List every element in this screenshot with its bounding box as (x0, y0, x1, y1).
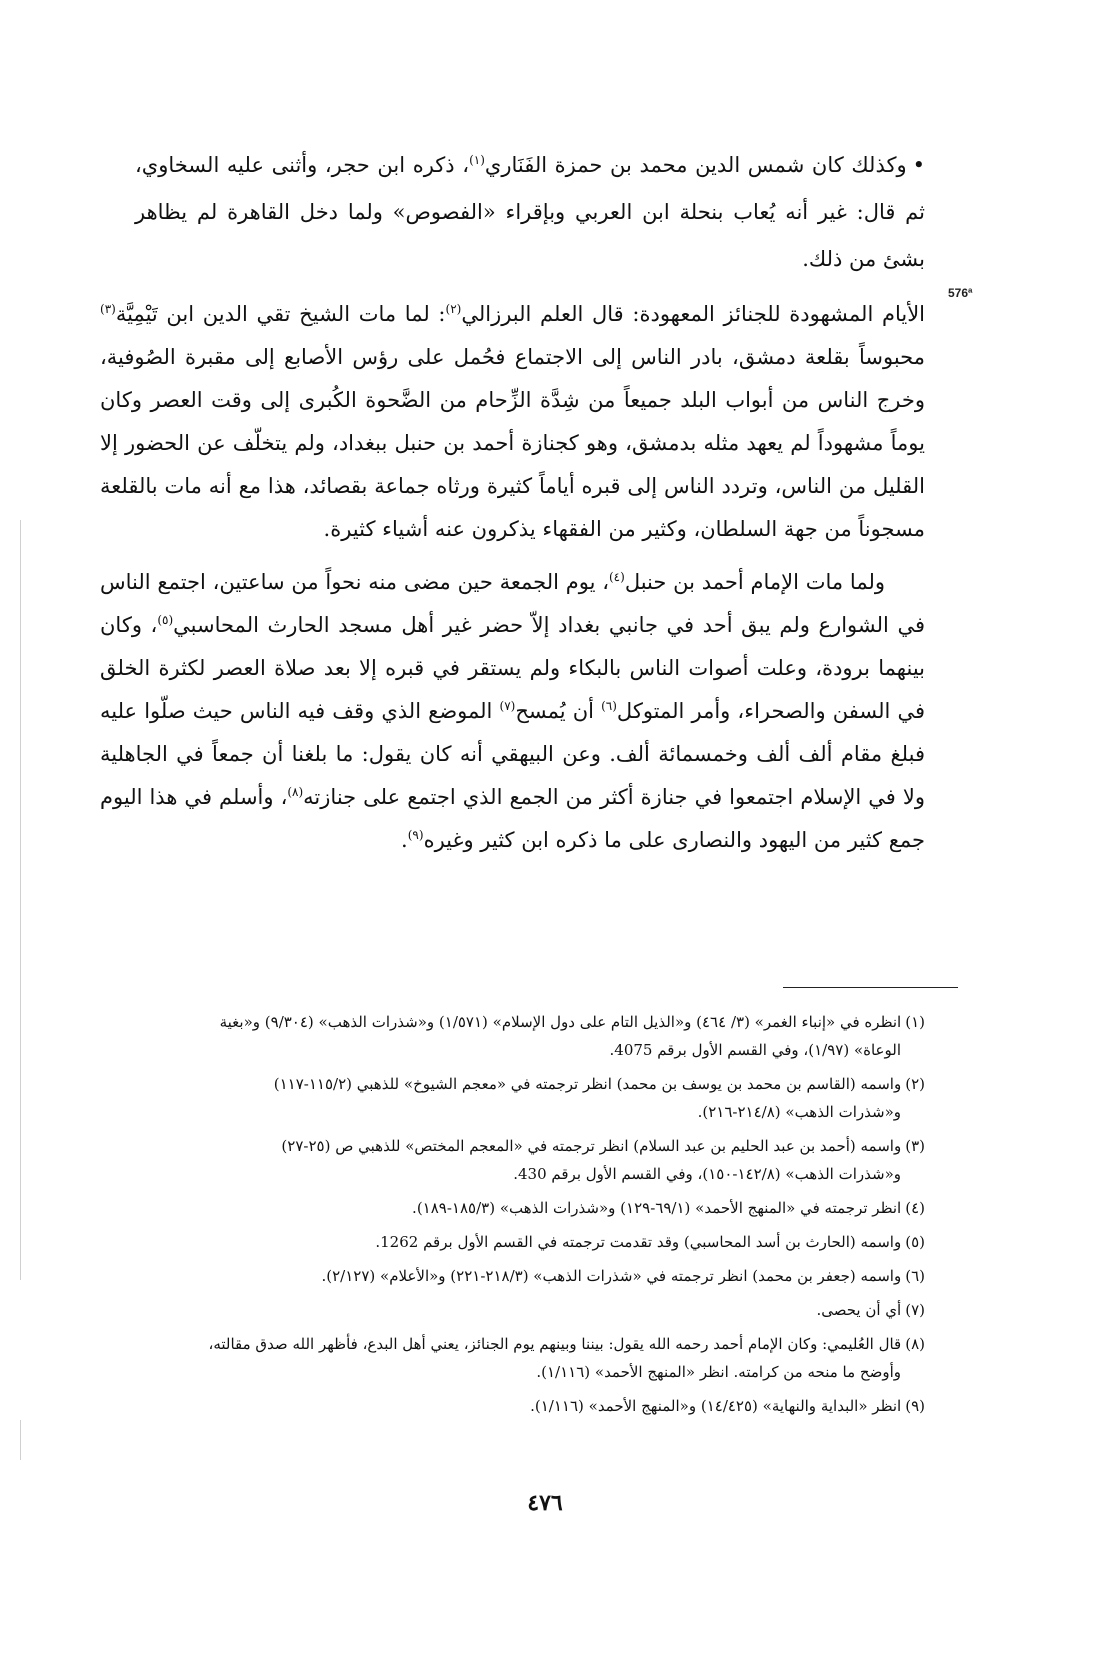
footnote (100, 1194, 925, 1222)
footnote-ref[interactable]: (٨) (287, 785, 304, 799)
footnote (100, 1008, 925, 1064)
footnote-number: (٤) (905, 1199, 925, 1217)
paragraph-text: ، يوم الجمعة حين مضى منه نحواً من ساعتين، اجتمع الناس في الشوارع ولم يبق أحد في جانبي بغداد إلاّ حضر غير أهل مسجد الحارث المحاسبي (100, 570, 925, 637)
paragraph-text: ، وكان بينهما برودة، وعلت أصوات الناس بالبكاء ولم يستقر في قبره إلا بعد صلاة العصر لكثرة الخلق في السفن والصحراء، وأمر المتوكل (100, 613, 925, 723)
margin-reference-number: 576ª (948, 286, 973, 300)
footnote (100, 1262, 925, 1290)
footnote-number: (٧) (905, 1301, 925, 1319)
footnote-ref[interactable]: (٧) (499, 699, 516, 713)
bullet-text-b: ، ذكره ابن حجر، وأثنى عليه السخاوي، ثم قال: غير أنه يُعاب بنحلة ابن العربي وبإقراء «الفصوص» ولما دخل القاهرة لم يظاهر بشئ من ذلك. (135, 153, 925, 271)
footnote-ref[interactable]: (٦) (601, 699, 617, 713)
footnote-text: واسمه (جعفر بن محمد) انظر ترجمته في «شذرات الذهب» (٢١٨/٣-٢٢١) و«الأعلام» (٢/١٢٧). (321, 1267, 902, 1285)
footnote-number: (٩) (905, 1397, 925, 1415)
footnote-text: انظر ترجمته في «المنهج الأحمد» (٦٩/١-١٢٩) و«شذرات الذهب» (١٨٥/٣-١٨٩). (412, 1199, 902, 1217)
footnote-text: قال العُليمي: وكان الإمام أحمد رحمه الله يقول: بيننا وبينهم يوم الجنائز، يعني أهل البدع، فأظهر الله صدق مقالته، (208, 1335, 902, 1353)
bullet-paragraph (135, 142, 925, 283)
paragraph-text: ، وأسلم في هذا اليوم جمع كثير من اليهود والنصارى على ما ذكره ابن كثير وغيره (100, 785, 925, 852)
footnote-text: انظره في «إنباء الغمر» (٣/ ٤٦٤) و«الذيل التام على دول الإسلام» (١/٥٧١) و«شذرات الذهب» (٩/٣٠٤) و«بغية (219, 1013, 902, 1031)
footnote-ref[interactable]: (٤) (608, 570, 625, 584)
footnote-divider (783, 987, 958, 988)
footnote-number: (٣) (905, 1137, 925, 1155)
paragraph-text: محبوساً بقلعة دمشق، بادر الناس إلى الاجتماع فحُمل على رؤس الأصابع إلى مقبرة الصُوفية، وخرج الناس من أبواب البلد جميعاً من شِدَّة الزِّحام من الضَّحوة الكُبرى إلى وقت العصر وكان يوماً مشهوداً لم يعهد مثله بدمشق، وهو كجنازة أحمد بن حنبل ببغداد، ولم يتخلّف عن الحضور إلا القليل من الناس، وتردد الناس إلى قبره أياماً كثيرة ورثاه جماعة بقصائد، هذا مع أنه مات بالقلعة مسجوناً من جهة السلطان، وكثير من الفقهاء يذكرون عنه أشياء كثيرة. (100, 345, 925, 541)
footnote-ref[interactable]: (١) (469, 153, 485, 167)
footnote-text-continued: وأوضح ما منحه من كرامته. انظر «المنهج الأحمد» (١/١١٦). (536, 1363, 901, 1381)
footnote-ref[interactable]: (٢) (445, 302, 462, 316)
footnote-text: أي أن يحصى. (816, 1301, 902, 1319)
footnote-text: واسمه (أحمد بن عبد الحليم بن عبد السلام) انظر ترجمته في «المعجم المختص» للذهبي ص (٢٥-٢٧) (281, 1137, 902, 1155)
footnote-text-continued: الوعاة» (١/٩٧)، وفي القسم الأول برقم 4075. (609, 1041, 901, 1059)
footnote-text-continued: و«شذرات الذهب» (٢١٤/٨-٢١٦). (697, 1103, 901, 1121)
footnote-ref[interactable]: (٩) (407, 828, 424, 842)
footnote-text-continued: و«شذرات الذهب» (١٤٢/٨-١٥٠)، وفي القسم الأول برقم 430. (513, 1165, 901, 1183)
footnote (100, 1296, 925, 1324)
footnote (100, 1132, 925, 1188)
footnote (100, 1228, 925, 1256)
paragraph-text: . (401, 828, 408, 852)
footnote-number: (٢) (905, 1075, 925, 1093)
paragraph-text: أن يُمسح (515, 699, 602, 723)
scan-edge-line (20, 1420, 21, 1460)
footnote (100, 1392, 925, 1420)
footnote-ref[interactable]: (٥) (157, 613, 174, 627)
footnote-number: (٦) (905, 1267, 925, 1285)
paragraph-text: : لما مات الشيخ تقي الدين ابن تَيْمِيَّة (115, 302, 446, 326)
footnote-number: (١) (905, 1013, 925, 1031)
paragraph-text: ولما مات الإمام أحمد بن حنبل (624, 570, 885, 594)
footnote-number: (٥) (905, 1233, 925, 1251)
footnotes (100, 1008, 925, 1426)
footnote-ref[interactable]: (٣) (100, 302, 116, 316)
footnote-text: واسمه (القاسم بن محمد بن يوسف بن محمد) انظر ترجمته في «معجم الشيوخ» للذهبي (١١٥/٢-١١٧) (273, 1075, 902, 1093)
footnote (100, 1330, 925, 1386)
footnote-number: (٨) (905, 1335, 925, 1353)
main-text (100, 293, 925, 862)
footnote (100, 1070, 925, 1126)
footnote-text: واسمه (الحارث بن أسد المحاسبي) وقد تقدمت ترجمته في القسم الأول برقم 1262. (375, 1233, 902, 1251)
paragraph-funerals (100, 293, 925, 551)
paragraph-ahmad-ibn-hanbal (100, 561, 925, 862)
scan-edge-line (20, 520, 21, 1280)
footnote-text: انظر «البداية والنهاية» (١٤/٤٢٥) و«المنهج الأحمد» (١/١١٦). (530, 1397, 902, 1415)
paragraph-text: الأيام المشهودة للجنائز المعهودة: قال العلم البرزالي (461, 302, 926, 326)
bullet-text-a: وكذلك كان شمس الدين محمد بن حمزة الفَنَاري (484, 153, 907, 177)
page-number: ٤٧٦ (527, 1490, 563, 1516)
paragraph-text: الموضع الذي وقف فيه الناس حيث صلّوا عليه فبلغ مقام ألف ألف وخمسمائة ألف. وعن البيهقي أنه كان يقول: ما بلغنا أن جمعاً في الجاهلية ولا في الإسلام اجتمعوا في جنازة أكثر من الجمع الذي اجتمع على جنازته (100, 699, 925, 809)
bullet-icon: • (912, 153, 926, 177)
